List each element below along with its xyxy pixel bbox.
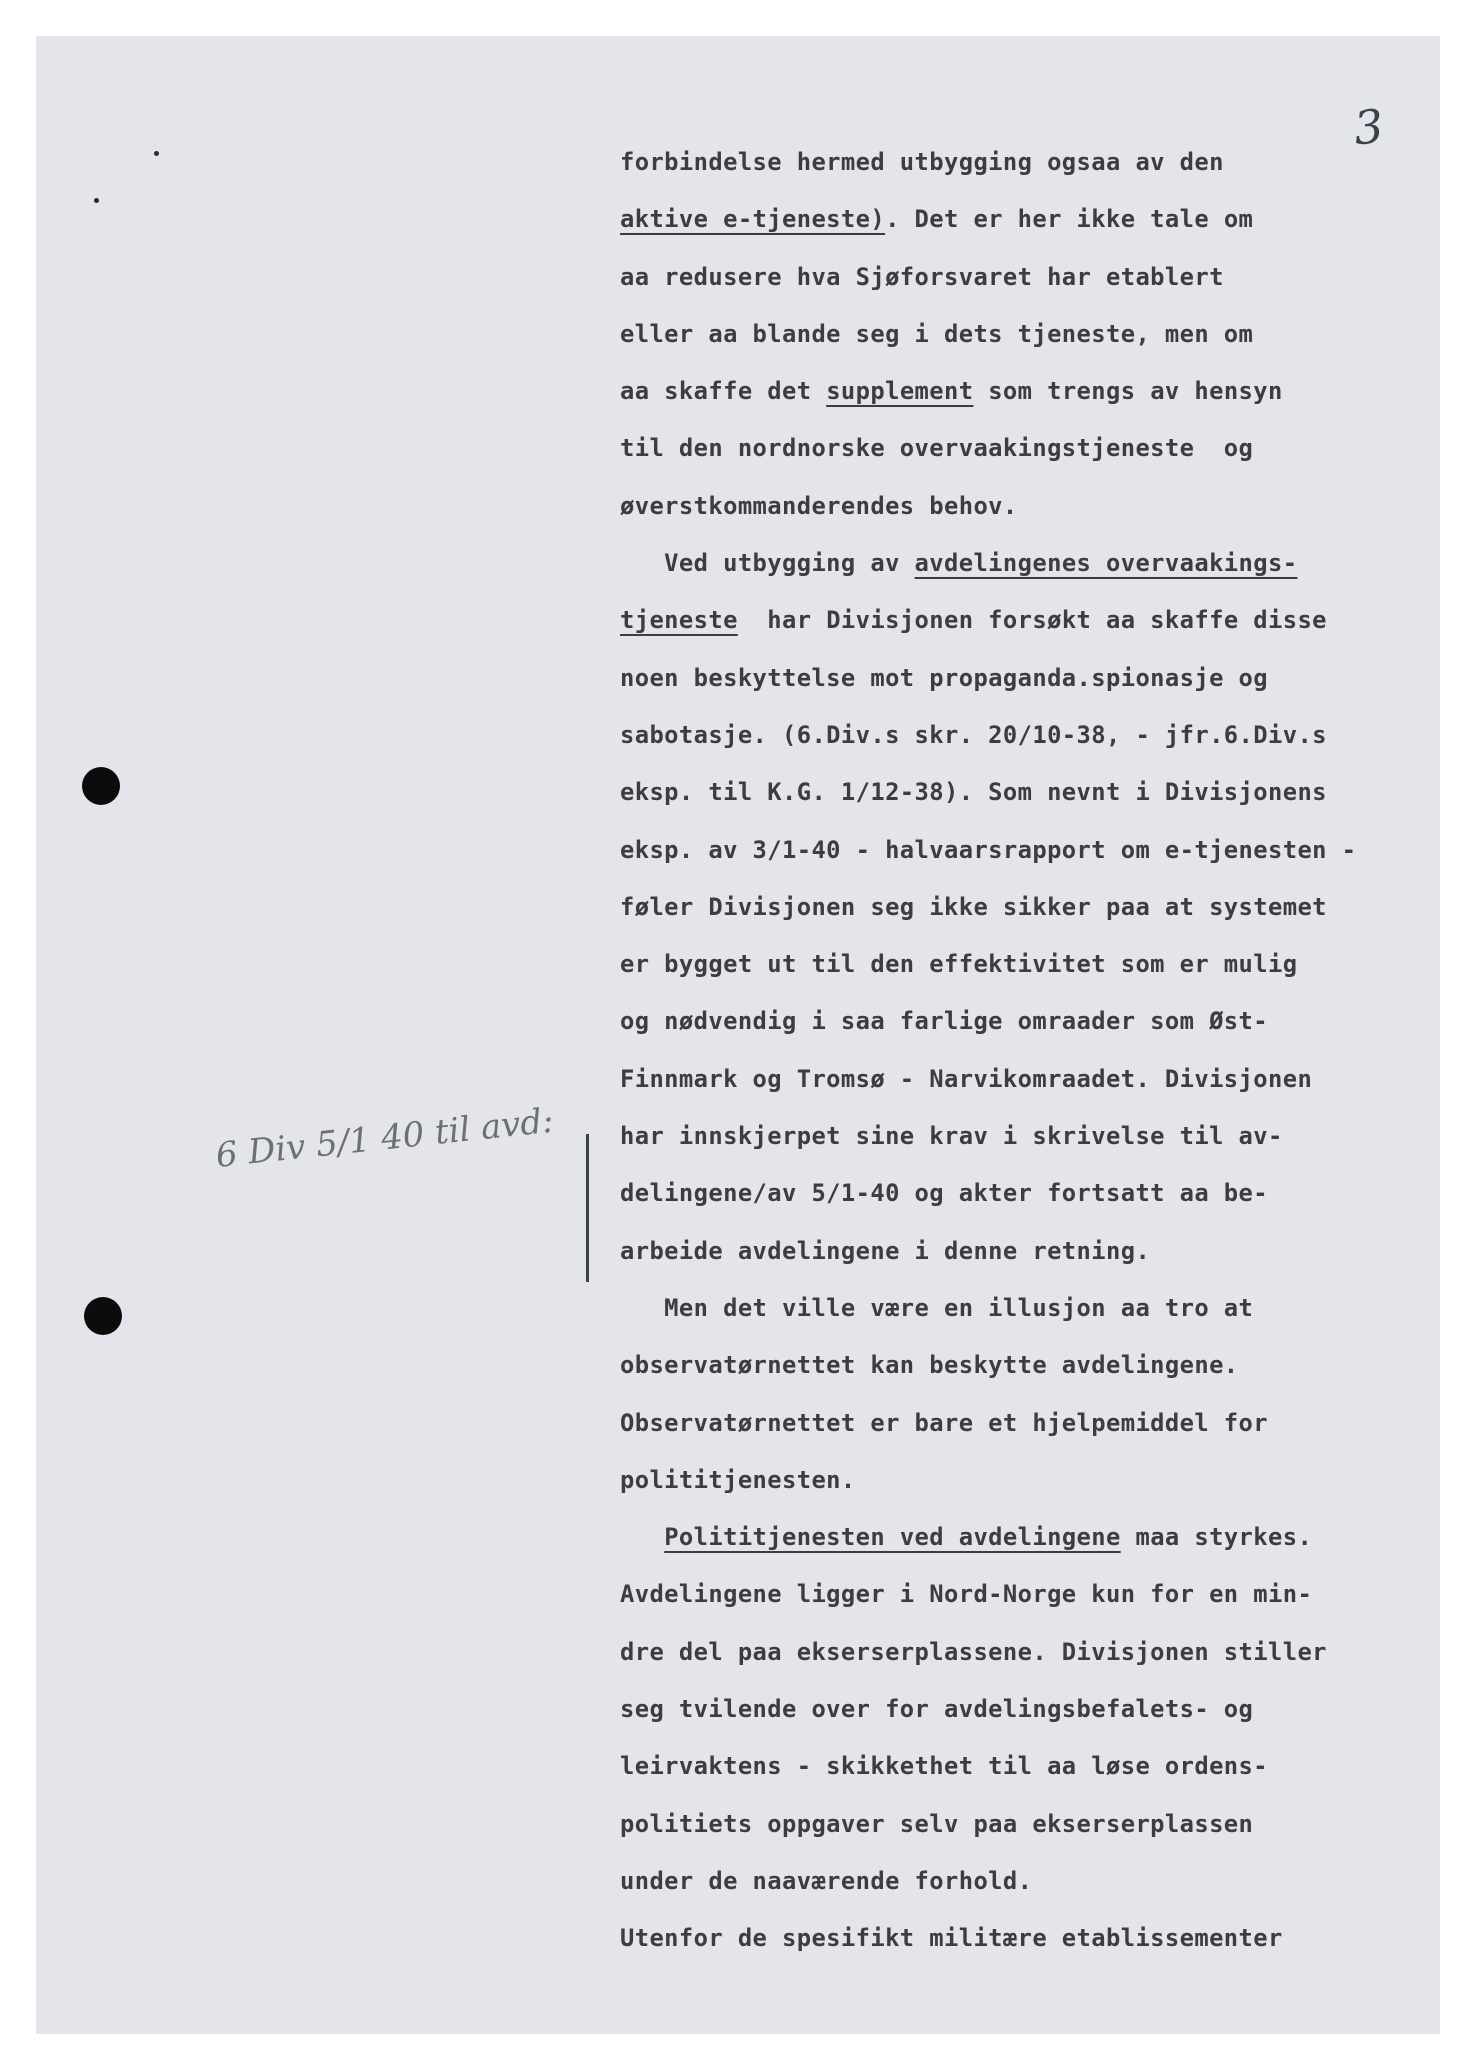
text-line [620,1859,1440,1916]
text-segment [620,1523,664,1551]
text-segment: har Divisjonen forsøkt aa skaffe disse [737,606,1327,635]
text-line [620,140,1440,197]
margin-marker-line [586,1134,589,1282]
text-segment: til den nordnorske overvaakingstjeneste og [620,434,1254,463]
text-line [620,255,1440,312]
text-segment: polititjenesten. [620,1465,856,1494]
text-line [620,885,1440,942]
text-segment: dre del paa ekserserplassene. Divisjonen stiller [620,1637,1327,1666]
text-segment: noen beskyttelse mot propaganda.spionasje og [620,663,1268,692]
text-line [620,484,1440,541]
text-line [620,770,1440,827]
text-segment: seg tvilende over for avdelingsbefalets- og [620,1695,1254,1724]
paper-speck [154,151,159,156]
text-line [620,1229,1440,1286]
text-line [620,1572,1440,1629]
text-segment: eller aa blande seg i dets tjeneste, men om [620,319,1254,348]
text-line [620,1171,1440,1228]
text-segment: øverstkommanderendes behov. [620,491,1018,520]
text-line [620,369,1440,426]
text-line [620,312,1440,369]
punch-hole [82,767,120,805]
text-line [620,1401,1440,1458]
text-line [620,598,1440,655]
text-segment: Finnmark og Tromsø - Narvikomraadet. Divisjonen [620,1064,1313,1093]
text-line [620,426,1440,483]
text-line [620,656,1440,713]
underlined-text: supplement [826,377,974,406]
text-segment: Utenfor de spesifikt militære etablissementer [620,1924,1283,1953]
text-line [620,1114,1440,1171]
text-segment: Ved utbygging av [620,549,915,578]
handwritten-margin-note: 6 Div 5/1 40 til avd: [213,1100,556,1176]
document-page [36,36,1440,2034]
text-segment: som trengs av hensyn [973,377,1283,406]
text-segment: er bygget ut til den effektivitet som er mulig [620,950,1298,979]
text-line [620,999,1440,1056]
text-line [620,1343,1440,1400]
text-segment: sabotasje. (6.Div.s skr. 20/10-38, - jfr.6.Div.s [620,720,1327,749]
text-segment: har innskjerpet sine krav i skrivelse til av- [620,1122,1283,1151]
text-line [620,197,1440,254]
text-line [620,541,1440,598]
underlined-text: avdelingenes overvaakings- [914,549,1298,578]
text-line [620,1802,1440,1859]
text-line [620,1687,1440,1744]
text-line [620,713,1440,770]
underlined-text: Polititjenesten ved avdelingene [664,1523,1121,1552]
text-segment: eksp. til K.G. 1/12-38). Som nevnt i Divisjonens [620,778,1327,807]
text-line [620,1744,1440,1801]
underlined-text: tjeneste [620,606,738,635]
text-segment: observatørnettet kan beskytte avdelingene. [620,1351,1239,1380]
text-segment: Avdelingene ligger i Nord-Norge kun for en min- [620,1580,1313,1609]
text-line [620,1916,1440,1973]
text-line [620,1286,1440,1343]
text-segment: og nødvendig i saa farlige omraader som Øst- [620,1007,1268,1036]
text-segment: maa styrkes. [1120,1523,1313,1552]
text-line [620,1458,1440,1515]
text-segment: leirvaktens - skikkethet til aa løse ordens- [620,1752,1268,1781]
text-segment: aa redusere hva Sjøforsvaret har etablert [620,262,1224,291]
underlined-text: aktive e-tjeneste) [620,205,886,234]
text-line [620,942,1440,999]
text-segment: arbeide avdelingene i denne retning. [620,1236,1151,1265]
text-segment: delingene/av 5/1-40 og akter fortsatt aa be- [620,1179,1268,1208]
text-segment: forbindelse hermed utbygging ogsaa av den [620,148,1224,176]
text-line [620,1515,1440,1572]
text-segment: politiets oppgaver selv paa ekserserplassen [620,1809,1254,1838]
paper-speck [94,198,99,203]
text-segment: eksp. av 3/1-40 - halvaarsrapport om e-tjenesten - [620,835,1357,864]
text-segment: Men det ville være en illusjon aa tro at [620,1293,1254,1322]
punch-hole [84,1297,122,1335]
text-line [620,828,1440,885]
typed-body-text [620,140,1440,1974]
text-segment: føler Divisjonen seg ikke sikker paa at systemet [620,892,1327,921]
text-segment: . Det er her ikke tale om [885,205,1254,234]
text-segment: Observatørnettet er bare et hjelpemiddel for [620,1408,1268,1437]
text-line [620,1630,1440,1687]
text-segment: aa skaffe det [620,377,827,406]
text-line [620,1057,1440,1114]
text-segment: under de naaværende forhold. [620,1866,1033,1895]
page-number: 3 [1351,98,1387,156]
